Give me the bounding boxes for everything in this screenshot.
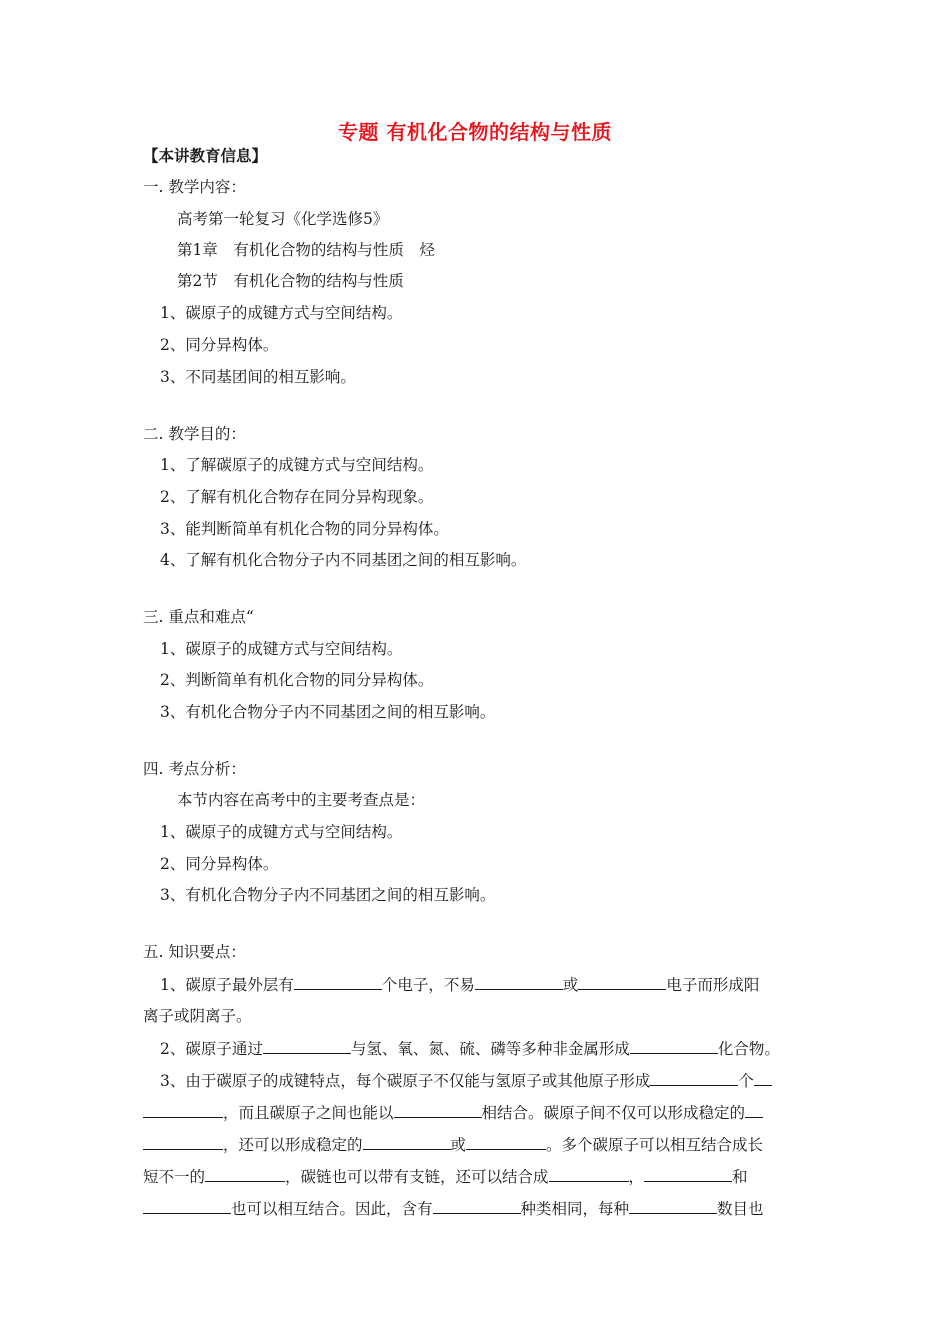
fill-blank bbox=[205, 1166, 285, 1182]
section-1-item: 2、同分异构体。 bbox=[160, 336, 279, 354]
text-segment: 个电子，不易 bbox=[381, 976, 475, 994]
fill-blank bbox=[549, 1166, 629, 1182]
section-2-item: 2、了解有机化合物存在同分异构现象。 bbox=[160, 488, 434, 506]
document-title: 专题 有机化合物的结构与性质 bbox=[338, 120, 612, 144]
text-segment: 和 bbox=[732, 1168, 748, 1186]
text-segment: 1、碳原子最外层有 bbox=[160, 976, 294, 994]
section-3-item: 2、判断简单有机化合物的同分异构体。 bbox=[160, 671, 434, 689]
section-2-heading: 二. 教学目的： bbox=[143, 425, 246, 443]
text-segment: 也可以相互结合。因此，含有 bbox=[231, 1200, 433, 1218]
text-segment: 3、由于碳原子的成键特点，每个碳原子不仅能与氢原子或其他原子形成 bbox=[160, 1072, 651, 1090]
fill-blank bbox=[650, 1070, 738, 1086]
knowledge-point-3 bbox=[160, 1070, 772, 1091]
text-segment: 2、碳原子通过 bbox=[160, 1040, 263, 1058]
text-segment: 短不一的 bbox=[143, 1168, 206, 1186]
fill-blank bbox=[433, 1198, 521, 1214]
info-header: 【本讲教育信息】 bbox=[143, 147, 268, 165]
text-segment: 或 bbox=[450, 1136, 467, 1154]
text-segment: 种类相同，每种 bbox=[520, 1200, 630, 1218]
knowledge-point-3-cont bbox=[143, 1134, 763, 1155]
text-segment: ，碳链也可以带有支链，还可以结合成 bbox=[285, 1168, 549, 1186]
text-segment: 个 bbox=[738, 1072, 754, 1090]
section-1-line: 高考第一轮复习《化学选修5》 bbox=[177, 210, 389, 228]
section-1-line: 第1章 有机化合物的结构与性质 烃 bbox=[177, 241, 435, 259]
fill-blank bbox=[363, 1134, 451, 1150]
text-segment: 或 bbox=[562, 976, 579, 994]
fill-blank bbox=[754, 1070, 772, 1086]
fill-blank bbox=[745, 1102, 763, 1118]
fill-blank bbox=[644, 1166, 732, 1182]
text-segment: 。多个碳原子可以相互结合成长 bbox=[546, 1136, 764, 1154]
section-2-item: 4、了解有机化合物分子内不同基团之间的相互影响。 bbox=[160, 551, 527, 569]
text-segment: 与氢、氧、氮、硫、磷等多种非金属形成 bbox=[350, 1040, 630, 1058]
section-4-item: 2、同分异构体。 bbox=[160, 855, 279, 873]
text-segment: ， bbox=[628, 1168, 645, 1186]
knowledge-point-1 bbox=[160, 974, 759, 995]
fill-blank bbox=[466, 1134, 546, 1150]
knowledge-point-3-cont bbox=[143, 1102, 763, 1123]
section-1-item: 1、碳原子的成键方式与空间结构。 bbox=[160, 304, 403, 322]
knowledge-point-2 bbox=[160, 1038, 780, 1059]
knowledge-point-3-cont bbox=[143, 1198, 764, 1219]
section-1-heading: 一. 教学内容： bbox=[143, 178, 246, 196]
fill-blank bbox=[294, 974, 382, 990]
fill-blank bbox=[629, 1198, 717, 1214]
section-3-item: 1、碳原子的成键方式与空间结构。 bbox=[160, 640, 403, 658]
knowledge-point-3-cont bbox=[143, 1166, 748, 1187]
fill-blank bbox=[475, 974, 563, 990]
section-1-line: 第2节 有机化合物的结构与性质 bbox=[177, 272, 404, 290]
section-2-item: 3、能判断简单有机化合物的同分异构体。 bbox=[160, 520, 449, 538]
section-4-heading: 四. 考点分析： bbox=[143, 760, 246, 778]
section-4-item: 1、碳原子的成键方式与空间结构。 bbox=[160, 823, 403, 841]
section-4-intro: 本节内容在高考中的主要考查点是： bbox=[177, 791, 426, 809]
fill-blank bbox=[143, 1198, 231, 1214]
fill-blank bbox=[143, 1134, 223, 1150]
fill-blank bbox=[394, 1102, 482, 1118]
text-segment: 数目也 bbox=[717, 1200, 764, 1218]
text-segment: 相结合。碳原子间不仅可以形成稳定的 bbox=[481, 1104, 746, 1122]
text-segment: ，还可以形成稳定的 bbox=[223, 1136, 363, 1154]
fill-blank bbox=[578, 974, 666, 990]
knowledge-point-1-cont: 离子或阴离子。 bbox=[143, 1007, 252, 1025]
text-segment: 化合物。 bbox=[717, 1040, 780, 1058]
section-5-heading: 五. 知识要点： bbox=[143, 943, 246, 961]
section-3-heading: 三. 重点和难点“ bbox=[143, 608, 254, 626]
section-4-item: 3、有机化合物分子内不同基团之间的相互影响。 bbox=[160, 886, 496, 904]
section-1-item: 3、不同基团间的相互影响。 bbox=[160, 368, 356, 386]
text-segment: 电子而形成阳 bbox=[666, 976, 760, 994]
fill-blank bbox=[630, 1038, 718, 1054]
text-segment: ，而且碳原子之间也能以 bbox=[223, 1104, 394, 1122]
section-2-item: 1、了解碳原子的成键方式与空间结构。 bbox=[160, 456, 434, 474]
section-3-item: 3、有机化合物分子内不同基团之间的相互影响。 bbox=[160, 703, 496, 721]
fill-blank bbox=[263, 1038, 351, 1054]
fill-blank bbox=[143, 1102, 223, 1118]
